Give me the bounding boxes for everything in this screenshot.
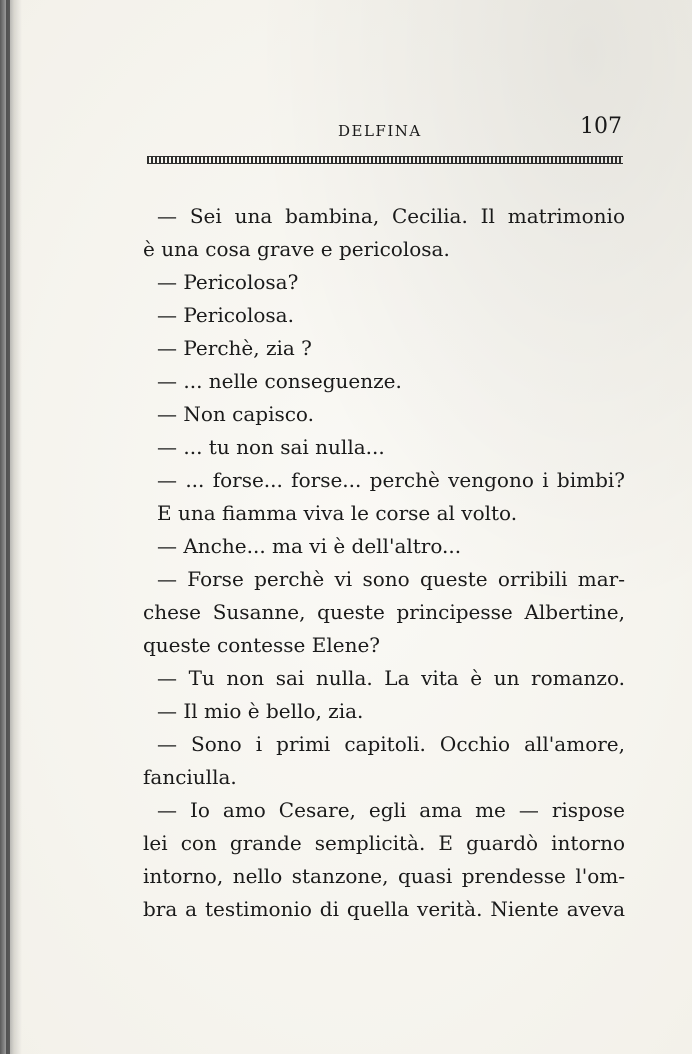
- text-line: — Anche... ma vi è dell'altro...: [157, 534, 462, 558]
- text-line: intorno, nello stanzone, quasi prendesse l'om-: [143, 864, 625, 888]
- text-line: queste contesse Elene?: [143, 633, 381, 657]
- text-line: — ... nelle conseguenze.: [157, 369, 402, 393]
- page-binding-edge: [0, 0, 22, 1054]
- text-line: fanciulla.: [143, 765, 237, 789]
- page-number: 107: [580, 114, 622, 139]
- text-line: — Sei una bambina, Cecilia. Il matrimonio: [157, 204, 625, 228]
- text-line: — Pericolosa.: [157, 303, 294, 327]
- text-line: — Forse perchè vi sono queste orribili mar-: [157, 567, 625, 591]
- text-line: bra a testimonio di quella verità. Niente aveva: [143, 897, 625, 921]
- running-head: [150, 114, 622, 144]
- text-line: — Il mio è bello, zia.: [157, 699, 364, 723]
- text-line: è una cosa grave e pericolosa.: [143, 237, 450, 261]
- running-head-title: DELFINA: [338, 122, 422, 140]
- text-line: — ... forse... forse... perchè vengono i bimbi?: [157, 468, 625, 492]
- page-binding-line: [6, 0, 10, 1054]
- text-line: — Pericolosa?: [157, 270, 299, 294]
- decorative-rule: [147, 156, 623, 164]
- body-text: [143, 200, 625, 926]
- text-line: chese Susanne, queste principesse Albertine,: [143, 600, 625, 624]
- text-line: lei con grande semplicità. E guardò intorno: [143, 831, 625, 855]
- text-line: — Sono i primi capitoli. Occhio all'amore,: [157, 732, 625, 756]
- text-line: — Perchè, zia ?: [157, 336, 312, 360]
- text-line: E una fiamma viva le corse al volto.: [157, 501, 518, 525]
- text-line: — ... tu non sai nulla...: [157, 435, 385, 459]
- text-line: — Tu non sai nulla. La vita è un romanzo.: [157, 666, 625, 690]
- text-line: — Io amo Cesare, egli ama me — rispose: [157, 798, 625, 822]
- text-line: — Non capisco.: [157, 402, 314, 426]
